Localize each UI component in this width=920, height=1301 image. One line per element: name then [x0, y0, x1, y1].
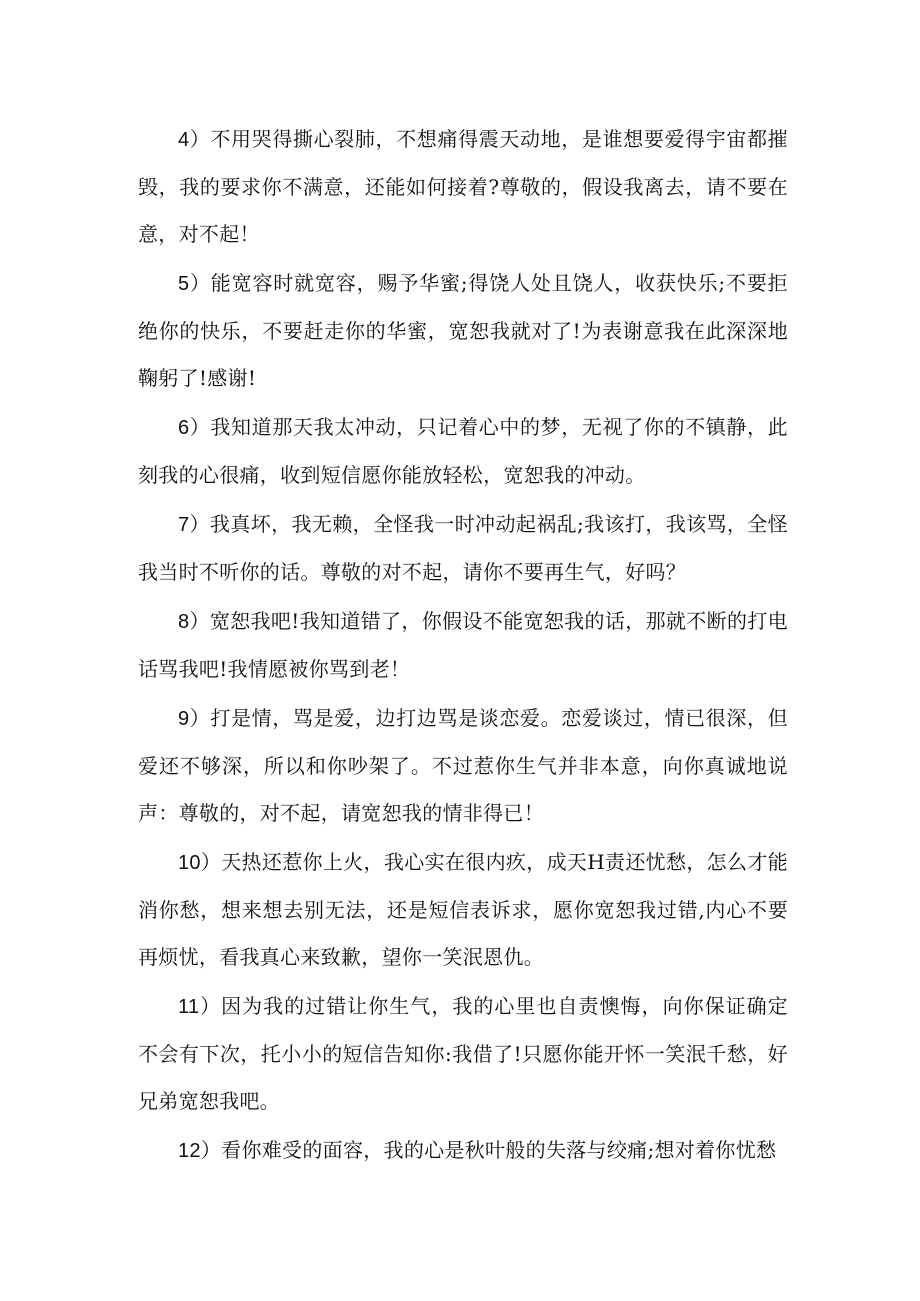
- item-number: 10）: [178, 852, 222, 874]
- paragraph-11: [138, 983, 788, 1125]
- paragraph-10: [138, 839, 788, 981]
- paragraph-text: 能宽容时就宽容，赐予华蜜;得饶人处且饶人，收获快乐;不要拒绝你的快乐，不要赶走你的华蜜，宽恕我就对了!为表谢意我在此深深地鞠躬了!感谢!: [138, 271, 788, 390]
- paragraph-8: [138, 598, 788, 693]
- paragraph-9: [138, 695, 788, 837]
- paragraph-text: 不用哭得撕心裂肺，不想痛得震天动地，是谁想要爱得宇宙都摧毁，我的要求你不满意，还能如何接着?尊敬的，假设我离去，请不要在意，对不起！: [138, 127, 788, 246]
- paragraph-text: 宽恕我吧!我知道错了，你假设不能宽恕我的话，那就不断的打电话骂我吧!我情愿被你骂到老！: [138, 609, 788, 681]
- paragraph-text: 看你难受的面容，我的心是秋叶般的失落与绞痛;想对着你忧愁: [221, 1138, 777, 1162]
- item-number: 12）: [178, 1140, 222, 1162]
- paragraph-7: [138, 501, 788, 596]
- paragraph-text: 打是情，骂是爱，边打边骂是谈恋爱。恋爱谈过，情已很深，但爱还不够深，所以和你吵架了。不过惹你生气并非本意，向你真诚地说声：尊敬的，对不起，请宽恕我的情非得已！: [138, 706, 788, 825]
- item-number: 7）: [178, 514, 210, 536]
- item-number: 4）: [178, 129, 211, 151]
- item-number: 8）: [178, 611, 210, 633]
- paragraph-text: 天热还惹你上火，我心实在很内疚，成天H责还忧愁，怎么才能消你愁，想来想去别无法，还是短信表诉求，愿你宽恕我过错,内心不要再烦忧，看我真心来致歉，望你一笑泯恩仇。: [138, 850, 788, 969]
- paragraph-5: [138, 260, 788, 402]
- item-number: 11）: [178, 996, 222, 1018]
- paragraph-text: 我真坏，我无赖，全怪我一时冲动起祸乱;我该打，我该骂，全怪我当时不听你的话。尊敬的对不起，请你不要再生气，好吗？: [138, 512, 788, 584]
- item-number: 6）: [178, 417, 211, 439]
- document-body: [138, 116, 788, 1177]
- paragraph-text: 因为我的过错让你生气，我的心里也自责懊悔，向你保证确定不会有下次，托小小的短信告知你:我借了!只愿你能开怀一笑泯千愁，好兄弟宽恕我吧。: [138, 994, 788, 1113]
- paragraph-6: [138, 404, 788, 499]
- item-number: 5）: [178, 273, 211, 295]
- paragraph-12: [138, 1127, 788, 1175]
- item-number: 9）: [178, 708, 211, 730]
- paragraph-text: 我知道那天我太冲动，只记着心中的梦，无视了你的不镇静，此刻我的心很痛，收到短信愿你能放轻松，宽恕我的冲动。: [138, 415, 788, 487]
- paragraph-4: [138, 116, 788, 258]
